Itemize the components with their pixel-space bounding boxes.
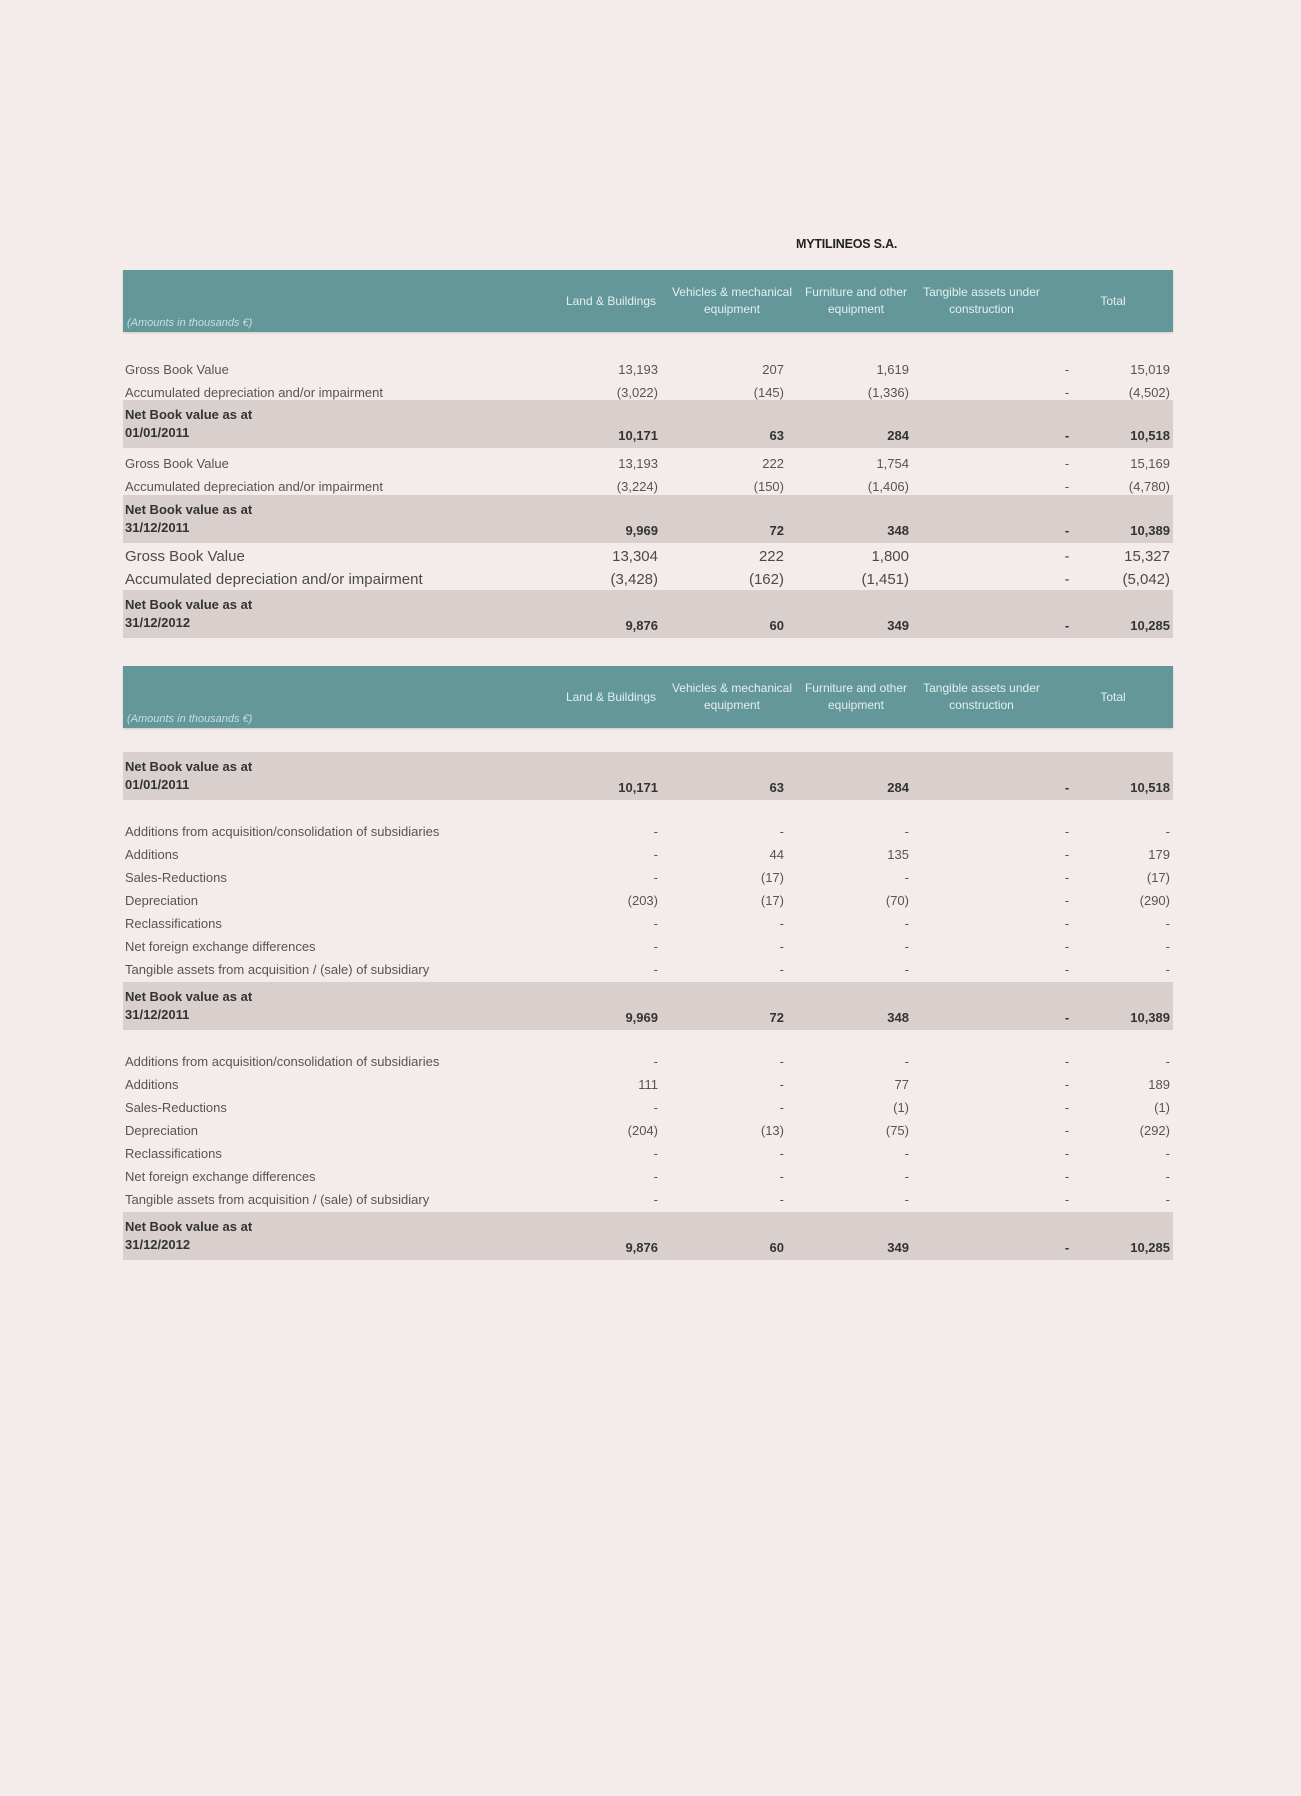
cell-land-buildings: 10,171 — [618, 428, 658, 443]
table-row — [123, 820, 1173, 843]
row-label — [125, 758, 252, 794]
company-title: MYTILINEOS S.A. — [796, 237, 898, 251]
cell-furniture: (75) — [885, 1123, 909, 1138]
table-row — [123, 1142, 1173, 1165]
cell-tangible-under-construction: - — [1064, 479, 1070, 494]
cell-total: (290) — [1139, 893, 1170, 908]
cell-vehicles: (13) — [760, 1123, 784, 1138]
row-label: Accumulated depreciation and/or impairment — [125, 385, 383, 400]
cell-total: - — [1165, 1192, 1170, 1207]
cell-land-buildings: (3,224) — [616, 479, 658, 494]
cell-total: (5,042) — [1122, 571, 1170, 588]
cell-vehicles: 63 — [769, 780, 784, 795]
table-row — [123, 912, 1173, 935]
cell-land-buildings: 111 — [638, 1077, 658, 1092]
row-label: Sales-Reductions — [125, 870, 227, 885]
table-row — [123, 1165, 1173, 1188]
cell-vehicles: - — [779, 1100, 784, 1115]
table-row — [123, 568, 1173, 591]
cell-tangible-under-construction: - — [1064, 1146, 1070, 1161]
amounts-note: (Amounts in thousands €) — [127, 317, 253, 329]
cell-furniture: - — [904, 962, 909, 977]
net-book-value-row — [123, 1212, 1173, 1260]
cell-vehicles: - — [779, 824, 784, 839]
cell-vehicles: 63 — [769, 428, 784, 443]
cell-furniture: 348 — [887, 523, 909, 538]
cell-land-buildings: (3,428) — [610, 571, 658, 588]
cell-tangible-under-construction: - — [1064, 618, 1070, 633]
table-header — [123, 666, 1173, 728]
cell-total: 15,327 — [1124, 548, 1170, 565]
cell-land-buildings: - — [653, 962, 658, 977]
cell-vehicles: (150) — [753, 479, 784, 494]
cell-furniture: 284 — [887, 780, 909, 795]
row-label: Gross Book Value — [125, 548, 245, 565]
table-row — [123, 1119, 1173, 1142]
row-label: Sales-Reductions — [125, 1100, 227, 1115]
cell-furniture: 284 — [887, 428, 909, 443]
cell-tangible-under-construction: - — [1064, 523, 1070, 538]
table-row — [123, 866, 1173, 889]
cell-vehicles: 60 — [769, 1240, 784, 1255]
cell-tangible-under-construction: - — [1064, 847, 1070, 862]
cell-vehicles: 44 — [769, 847, 784, 862]
cell-vehicles: 207 — [762, 362, 784, 377]
cell-total: (4,780) — [1128, 479, 1170, 494]
cell-vehicles: (145) — [753, 385, 784, 400]
cell-furniture: - — [904, 1169, 909, 1184]
row-label: Additions from acquisition/consolidation of subsidiaries — [125, 824, 440, 839]
row-label: Tangible assets from acquisition / (sale) of subsidiary — [125, 962, 430, 977]
cell-furniture: 1,800 — [871, 548, 909, 565]
row-label-text: Net Book value as at — [125, 759, 253, 774]
cell-land-buildings: 9,876 — [625, 1240, 658, 1255]
cell-tangible-under-construction: - — [1064, 870, 1070, 885]
table-header — [123, 270, 1173, 332]
cell-total: - — [1165, 962, 1170, 977]
cell-land-buildings: 13,193 — [618, 362, 658, 377]
cell-furniture: - — [904, 870, 909, 885]
row-label — [125, 1218, 252, 1254]
col-header-furniture: Furniture and other equipment — [804, 681, 908, 712]
table-row — [123, 1073, 1173, 1096]
cell-vehicles: - — [779, 1192, 784, 1207]
cell-land-buildings: - — [653, 1169, 658, 1184]
cell-land-buildings: 9,876 — [625, 618, 658, 633]
cell-total: 10,518 — [1130, 780, 1170, 795]
cell-land-buildings: (203) — [627, 893, 658, 908]
cell-total: - — [1165, 1169, 1170, 1184]
cell-vehicles: - — [779, 962, 784, 977]
col-header-land-buildings: Land & Buildings — [565, 689, 657, 704]
row-label: Additions from acquisition/consolidation of subsidiaries — [125, 1054, 440, 1069]
cell-land-buildings: - — [653, 847, 658, 862]
cell-tangible-under-construction: - — [1064, 962, 1070, 977]
net-book-value-row — [123, 495, 1173, 543]
row-label — [125, 596, 252, 632]
cell-vehicles: 222 — [762, 456, 784, 471]
net-book-value-row — [123, 752, 1173, 800]
cell-furniture: - — [904, 939, 909, 954]
row-label: Gross Book Value — [125, 362, 229, 377]
cell-tangible-under-construction: - — [1064, 1010, 1070, 1025]
col-header-vehicles: Vehicles & mechanical equipment — [671, 681, 793, 712]
cell-tangible-under-construction: - — [1064, 1077, 1070, 1092]
cell-land-buildings: 13,304 — [612, 548, 658, 565]
row-label: Depreciation — [125, 893, 198, 908]
cell-furniture: (1,406) — [867, 479, 909, 494]
cell-vehicles: - — [779, 1169, 784, 1184]
cell-tangible-under-construction: - — [1064, 939, 1070, 954]
cell-tangible-under-construction: - — [1064, 916, 1070, 931]
net-book-value-row — [123, 400, 1173, 448]
row-label: Gross Book Value — [125, 456, 229, 471]
cell-furniture: (70) — [885, 893, 909, 908]
col-header-total: Total — [1100, 689, 1126, 704]
cell-total: 15,169 — [1130, 456, 1170, 471]
cell-tangible-under-construction: - — [1064, 362, 1070, 377]
row-label-text: Net Book value as at — [125, 1219, 253, 1234]
cell-total: - — [1165, 939, 1170, 954]
row-label: Net foreign exchange differences — [125, 939, 316, 954]
row-label: Net foreign exchange differences — [125, 1169, 316, 1184]
cell-vehicles: (17) — [760, 893, 784, 908]
cell-total: - — [1165, 1146, 1170, 1161]
cell-land-buildings: - — [653, 1100, 658, 1115]
col-header-vehicles: Vehicles & mechanical equipment — [671, 285, 793, 316]
cell-tangible-under-construction: - — [1064, 1100, 1070, 1115]
cell-vehicles: 222 — [758, 548, 784, 565]
cell-land-buildings: 9,969 — [625, 523, 658, 538]
cell-land-buildings: 10,171 — [618, 780, 658, 795]
cell-land-buildings: - — [653, 824, 658, 839]
table-row — [123, 1050, 1173, 1073]
table-row — [123, 889, 1173, 912]
table-row — [123, 545, 1173, 568]
cell-vehicles: 72 — [769, 523, 784, 538]
cell-total: - — [1165, 824, 1170, 839]
cell-vehicles: - — [779, 939, 784, 954]
cell-furniture: 135 — [887, 847, 909, 862]
cell-tangible-under-construction: - — [1064, 1192, 1070, 1207]
cell-tangible-under-construction: - — [1064, 456, 1070, 471]
row-label: Tangible assets from acquisition / (sale) of subsidiary — [125, 1192, 430, 1207]
cell-furniture: - — [904, 916, 909, 931]
cell-vehicles: - — [779, 1146, 784, 1161]
cell-total: (17) — [1146, 870, 1170, 885]
table-row — [123, 958, 1173, 981]
row-label — [125, 988, 252, 1024]
cell-furniture: (1,336) — [867, 385, 909, 400]
table-row — [123, 1188, 1173, 1211]
row-date: 31/12/2011 — [125, 1007, 190, 1022]
table-row — [123, 358, 1173, 381]
cell-vehicles: - — [779, 1077, 784, 1092]
cell-land-buildings: - — [653, 1192, 658, 1207]
cell-tangible-under-construction: - — [1064, 385, 1070, 400]
cell-total: - — [1165, 916, 1170, 931]
cell-furniture: - — [904, 1146, 909, 1161]
row-label-text: Net Book value as at — [125, 502, 253, 517]
cell-land-buildings: (204) — [627, 1123, 658, 1138]
cell-tangible-under-construction: - — [1064, 1169, 1070, 1184]
row-date: 01/01/2011 — [125, 425, 190, 440]
col-header-total: Total — [1100, 293, 1126, 308]
table-row — [123, 452, 1173, 475]
cell-tangible-under-construction: - — [1064, 780, 1070, 795]
cell-tangible-under-construction: - — [1064, 548, 1070, 565]
cell-land-buildings: (3,022) — [616, 385, 658, 400]
table-row — [123, 935, 1173, 958]
cell-tangible-under-construction: - — [1064, 428, 1070, 443]
row-label-text: Net Book value as at — [125, 989, 253, 1004]
cell-land-buildings: - — [653, 916, 658, 931]
cell-land-buildings: - — [653, 939, 658, 954]
col-header-tangible-under-construction: Tangible assets under construction — [923, 285, 1040, 316]
cell-total: 189 — [1148, 1077, 1170, 1092]
cell-total: 10,518 — [1130, 428, 1170, 443]
cell-furniture: 1,619 — [876, 362, 909, 377]
cell-total: 10,285 — [1130, 618, 1170, 633]
row-label-text: Net Book value as at — [125, 597, 253, 612]
cell-furniture: 349 — [887, 618, 909, 633]
row-label: Reclassifications — [125, 1146, 222, 1161]
row-date: 31/12/2011 — [125, 520, 190, 535]
cell-furniture: (1,451) — [861, 571, 909, 588]
row-label: Accumulated depreciation and/or impairment — [125, 479, 383, 494]
row-label: Accumulated depreciation and/or impairment — [125, 571, 423, 588]
cell-land-buildings: - — [653, 870, 658, 885]
cell-total: (1) — [1154, 1100, 1170, 1115]
cell-vehicles: - — [779, 1054, 784, 1069]
cell-vehicles: 60 — [769, 618, 784, 633]
cell-furniture: - — [904, 1192, 909, 1207]
cell-furniture: - — [904, 1054, 909, 1069]
col-header-furniture: Furniture and other equipment — [804, 285, 908, 316]
row-label: Reclassifications — [125, 916, 222, 931]
cell-total: 15,019 — [1130, 362, 1170, 377]
cell-land-buildings: - — [653, 1054, 658, 1069]
row-label: Depreciation — [125, 1123, 198, 1138]
cell-tangible-under-construction: - — [1064, 824, 1070, 839]
cell-land-buildings: 13,193 — [618, 456, 658, 471]
cell-total: 10,389 — [1130, 523, 1170, 538]
row-label-text: Net Book value as at — [125, 407, 253, 422]
net-book-value-row — [123, 982, 1173, 1030]
cell-tangible-under-construction: - — [1064, 571, 1070, 588]
net-book-value-row — [123, 590, 1173, 638]
cell-tangible-under-construction: - — [1064, 1054, 1070, 1069]
cell-furniture: 77 — [894, 1077, 909, 1092]
cell-furniture: 1,754 — [876, 456, 909, 471]
row-date: 31/12/2012 — [125, 1237, 191, 1252]
cell-tangible-under-construction: - — [1064, 893, 1070, 908]
cell-vehicles: (17) — [760, 870, 784, 885]
cell-land-buildings: 9,969 — [625, 1010, 658, 1025]
cell-furniture: (1) — [893, 1100, 909, 1115]
cell-total: 10,389 — [1130, 1010, 1170, 1025]
cell-vehicles: (162) — [748, 571, 784, 588]
cell-furniture: - — [904, 824, 909, 839]
row-label: Additions — [125, 1077, 179, 1092]
cell-tangible-under-construction: - — [1064, 1240, 1070, 1255]
col-header-tangible-under-construction: Tangible assets under construction — [923, 681, 1040, 712]
row-date: 31/12/2012 — [125, 615, 191, 630]
cell-furniture: 348 — [887, 1010, 909, 1025]
row-date: 01/01/2011 — [125, 777, 190, 792]
cell-total: 179 — [1148, 847, 1170, 862]
col-header-land-buildings: Land & Buildings — [565, 293, 657, 308]
row-label — [125, 406, 252, 442]
cell-tangible-under-construction: - — [1064, 1123, 1070, 1138]
row-label: Additions — [125, 847, 179, 862]
cell-total: (4,502) — [1128, 385, 1170, 400]
table-row — [123, 1096, 1173, 1119]
table-row — [123, 843, 1173, 866]
cell-total: - — [1165, 1054, 1170, 1069]
cell-vehicles: 72 — [769, 1010, 784, 1025]
amounts-note: (Amounts in thousands €) — [127, 713, 253, 725]
cell-land-buildings: - — [653, 1146, 658, 1161]
cell-vehicles: - — [779, 916, 784, 931]
row-label — [125, 501, 252, 537]
cell-total: 10,285 — [1130, 1240, 1170, 1255]
cell-total: (292) — [1139, 1123, 1170, 1138]
cell-furniture: 349 — [887, 1240, 909, 1255]
